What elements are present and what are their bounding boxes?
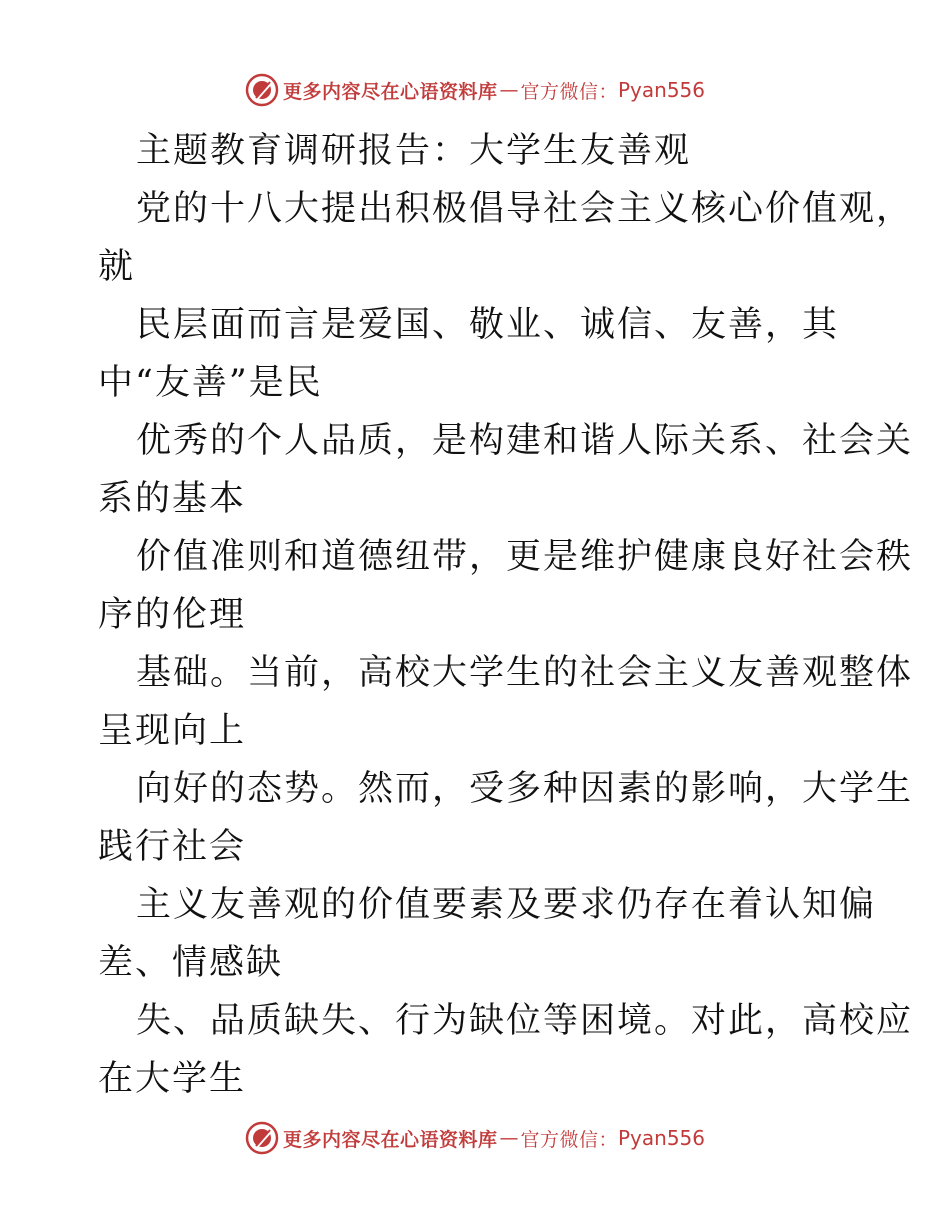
banner-wechat-id: Pyan556 — [618, 78, 706, 102]
text-line: 主题教育调研报告：大学生友善观 — [136, 131, 692, 171]
text-line: 在大学生 — [98, 1059, 247, 1099]
text-line: 就 — [98, 247, 136, 287]
banner-separator: — — [499, 79, 519, 101]
text-line: 序的伦理 — [98, 595, 247, 635]
text-line: 向好的态势。然而，受多种因素的影响，大学生 — [136, 769, 914, 809]
banner-title: 更多内容尽在心语资料库 — [282, 80, 498, 103]
banner-subtitle: 官方微信： — [520, 1128, 618, 1151]
document-body — [98, 122, 914, 1108]
text-line: 系的基本 — [98, 479, 247, 519]
banner-wechat-id: Pyan556 — [618, 1126, 706, 1150]
pen-logo-icon — [245, 73, 279, 107]
text-line: 呈现向上 — [98, 711, 247, 751]
banner-title: 更多内容尽在心语资料库 — [282, 1128, 498, 1151]
footer-banner — [0, 1118, 950, 1158]
text-line: 失、品质缺失、行为缺位等困境。对此，高校应 — [136, 1001, 914, 1041]
text-line: 党的十八大提出积极倡导社会主义核心价值观， — [136, 189, 914, 229]
header-banner — [0, 70, 950, 110]
text-line: 基础。当前，高校大学生的社会主义友善观整体 — [136, 653, 914, 693]
text-line: 价值准则和道德纽带，更是维护健康良好社会秩 — [136, 537, 914, 577]
banner-subtitle: 官方微信： — [520, 80, 618, 103]
text-line: 主义友善观的价值要素及要求仍存在着认知偏 — [136, 885, 877, 925]
banner-separator: — — [499, 1127, 519, 1149]
text-line: 中“友善”是民 — [98, 363, 323, 403]
pen-logo-icon — [245, 1121, 279, 1155]
text-line: 践行社会 — [98, 827, 247, 867]
text-line: 民层面而言是爱国、敬业、诚信、友善，其 — [136, 305, 840, 345]
text-line: 优秀的个人品质，是构建和谐人际关系、社会关 — [136, 421, 914, 461]
text-line: 差、情感缺 — [98, 943, 284, 983]
